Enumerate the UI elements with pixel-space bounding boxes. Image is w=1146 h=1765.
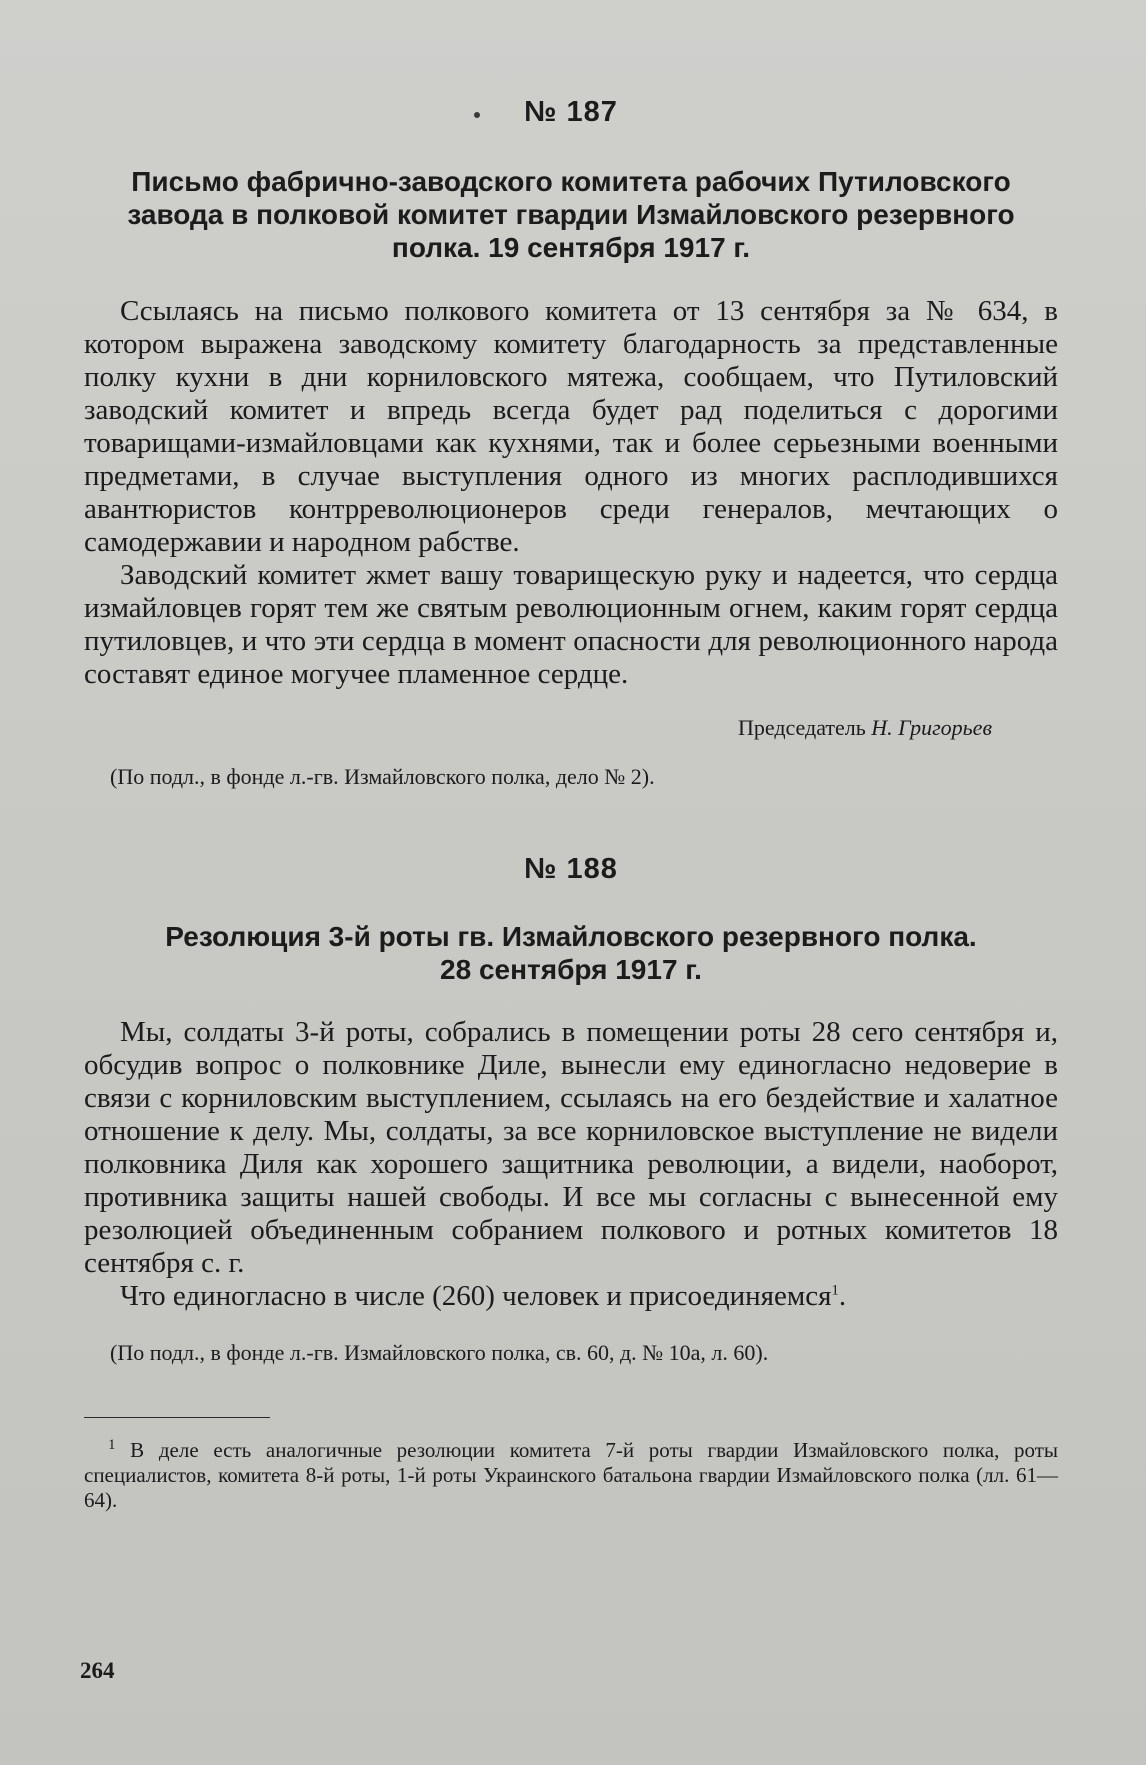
doc-188-number: № 188 xyxy=(524,853,618,885)
footnote-reference: 1 xyxy=(831,1282,839,1299)
doc-187-source: (По подл., в фонде л.-гв. Измайловского полка, дело № 2). xyxy=(110,764,655,789)
doc-187-paragraph: Ссылаясь на письмо полкового комитета от 13 сентября за № 634, в котором выражена заводскому комитету благодарность за представленные полку кухни в дни корниловского мятежа, сообщаем, что Путиловский заводский комитет и впредь всегда будет рад поделиться с дорогими товарищами-измайловцами как кухнями, так и более серьезными военными предметами, в случае выступления одного из многих расплодившихся авантюристов контрреволюционеров среди генералов, мечтающих о самодержавии и народном рабстве. xyxy=(84,295,1058,558)
doc-188-paragraph-last: Что единогласно в числе (260) человек и присоединяемся$^1$. xyxy=(120,1280,847,1312)
doc-187-signature xyxy=(84,715,1058,741)
doc-188-title-line: 28 сентября 1917 г. xyxy=(440,954,702,985)
footnote-text: В деле есть аналогичные резолюции комитета 7-й роты гвардии Измайловского полка, роты специалистов, комитета 8-й роты, 1-й роты Украинского батальона гвардии Измайловского полка (лл. 61—64). xyxy=(84,1438,1058,1512)
doc-188-body xyxy=(84,1016,1058,1313)
doc-187-number: № 187 xyxy=(524,96,618,128)
doc-188-paragraph: Мы, солдаты 3-й роты, собрались в помещении роты 28 сего сентября и, обсудив вопрос о полковнике Диле, вынесли ему единогласно недоверие в связи с корниловским выступлением, ссылаясь на его бездействие и халатное отношение к делу. Мы, солдаты, за все корниловское выступление не видели полковника Диля как хорошего защитника революции, а видели, наоборот, противника защиты нашей свободы. И все мы согласны с вынесенной ему резолюцией объединенным собранием полкового и ротных комитетов 18 сентября с. г. xyxy=(84,1016,1058,1279)
page-number: 264 xyxy=(80,1658,115,1683)
stray-dot xyxy=(474,112,480,118)
doc-187 xyxy=(84,96,1058,791)
doc-187-title-line: завода в полковой комитет гвардии Измайловского резервного xyxy=(127,199,1015,230)
doc-188-title-line: Резолюция 3-й роты гв. Измайловского резервного полка. xyxy=(165,921,977,952)
doc-188-source: (По подл., в фонде л.-гв. Измайловского полка, св. 60, д. № 10а, л. 60). xyxy=(110,1340,769,1365)
footnote xyxy=(84,1438,1058,1513)
doc-187-title xyxy=(84,165,1058,264)
doc-187-title-line: Письмо фабрично-заводского комитета рабочих Путиловского xyxy=(131,166,1011,197)
doc-188-paragraph-text: Что единогласно в числе (260) человек и присоединяемся xyxy=(120,1280,832,1312)
signature-role: Председатель xyxy=(737,715,866,740)
doc-187-body xyxy=(84,295,1058,691)
footnote-section xyxy=(84,1417,1058,1513)
doc-188 xyxy=(84,853,1058,1367)
signature-name: Н. Григорьев xyxy=(871,715,992,740)
doc-188-title xyxy=(84,920,1058,986)
doc-187-paragraph: Заводский комитет жмет вашу товарищескую руку и надеется, что сердца измайловцев горят тем же святым революционным огнем, каким горят сердца путиловцев, и что эти сердца в момент опасности для революционного народа составят единое могучее пламенное сердце. xyxy=(84,559,1058,690)
footnote-mark: 1 xyxy=(108,1437,116,1453)
footnote-divider xyxy=(84,1417,270,1418)
doc-187-title-line: полка. 19 сентября 1917 г. xyxy=(391,232,751,263)
